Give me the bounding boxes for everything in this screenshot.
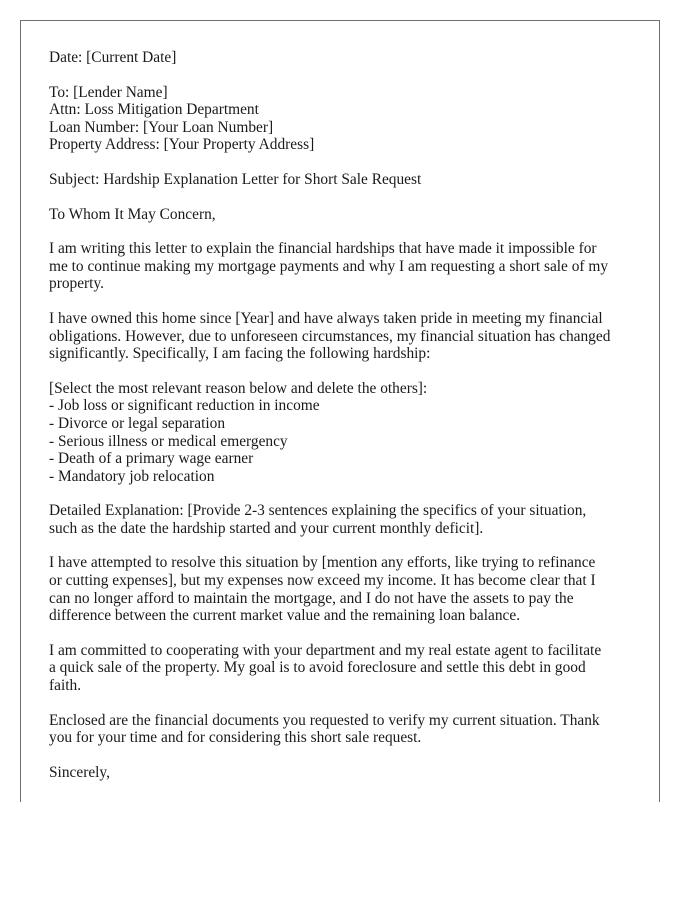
paragraph-line: Enclosed are the financial documents you requested to verify my current situation. Thank — [49, 711, 600, 729]
recipient-to: To: [Lender Name] — [49, 83, 168, 101]
paragraph-line: I have owned this home since [Year] and have always taken pride in meeting my financial — [49, 309, 603, 327]
paragraph-commitment — [49, 642, 639, 695]
paragraph-background — [49, 310, 639, 363]
closing-text: Sincerely, — [49, 763, 110, 781]
salutation-text: To Whom It May Concern, — [49, 205, 216, 223]
paragraph-line: you for your time and for considering this short sale request. — [49, 729, 422, 747]
reason-item: - Job loss or significant reduction in income — [49, 397, 320, 415]
paragraph-line: obligations. However, due to unforeseen circumstances, my financial situation has changed — [49, 327, 611, 345]
paragraph-line: a quick sale of the property. My goal is to avoid foreclosure and settle this debt in good — [49, 659, 586, 677]
reason-item: - Mandatory job relocation — [49, 467, 215, 485]
paragraph-intro — [49, 240, 639, 293]
paragraph-line: faith. — [49, 677, 82, 695]
letter-body — [49, 49, 639, 798]
date-text: Date: [Current Date] — [49, 49, 177, 66]
reason-item: - Death of a primary wage earner — [49, 450, 254, 468]
paragraph-line: I am writing this letter to explain the financial hardships that have made it impossible for — [49, 240, 597, 258]
recipient-attn: Attn: Loss Mitigation Department — [49, 101, 259, 119]
hardship-reasons — [49, 380, 639, 486]
paragraph-efforts — [49, 554, 639, 624]
reason-item: - Serious illness or medical emergency — [49, 432, 288, 450]
subject-text: Subject: Hardship Explanation Letter for Short Sale Request — [49, 170, 422, 188]
reason-item: - Divorce or legal separation — [49, 414, 226, 432]
loan-number: Loan Number: [Your Loan Number] — [49, 118, 274, 136]
paragraph-line: I am committed to cooperating with your department and my real estate agent to facilitate — [49, 641, 602, 659]
subject-line — [49, 171, 639, 189]
closing — [49, 764, 639, 782]
paragraph-line: significantly. Specifically, I am facing the following hardship: — [49, 345, 431, 363]
paragraph-line: can no longer afford to maintain the mortgage, and I do not have the assets to pay the — [49, 589, 574, 607]
paragraph-line: Detailed Explanation: [Provide 2-3 sentences explaining the specifics of your situation, — [49, 502, 587, 520]
reasons-header: [Select the most relevant reason below and delete the others]: — [49, 379, 428, 397]
property-address: Property Address: [Your Property Address] — [49, 136, 315, 154]
salutation — [49, 206, 639, 224]
paragraph-detail — [49, 502, 639, 537]
paragraph-line: me to continue making my mortgage payments and why I am requesting a short sale of my — [49, 257, 609, 275]
paragraph-line: such as the date the hardship started and your current monthly deficit]. — [49, 519, 484, 537]
date-line — [49, 49, 639, 67]
paragraph-enclosure — [49, 712, 639, 747]
recipient-block — [49, 84, 639, 154]
paragraph-line: or cutting expenses], but my expenses now exceed my income. It has become clear that I — [49, 572, 596, 590]
paragraph-line: I have attempted to resolve this situation by [mention any efforts, like trying to refinance — [49, 554, 596, 572]
paragraph-line: difference between the current market value and the remaining loan balance. — [49, 607, 521, 625]
paragraph-line: property. — [49, 275, 104, 293]
